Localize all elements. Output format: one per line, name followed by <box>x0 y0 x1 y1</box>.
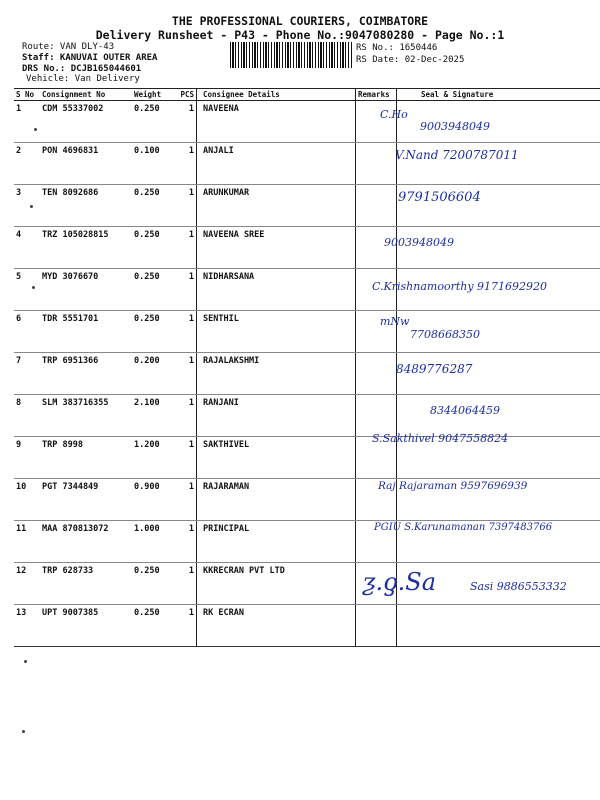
row-weight: 0.250 <box>132 563 178 605</box>
table-row <box>14 437 600 479</box>
row-consignment: TDR 5551701 <box>40 311 132 353</box>
runsheet-subtitle: Delivery Runsheet - P43 - Phone No.:9047080280 - Page No.:1 <box>95 28 505 42</box>
col-consignment: Consignment No <box>40 89 132 101</box>
row-remarks <box>356 353 397 395</box>
handwriting-1: 9003948049 <box>420 120 490 133</box>
row-sno: 2 <box>14 143 40 185</box>
row-pcs: 1 <box>178 521 197 563</box>
row-weight: 0.250 <box>132 605 178 647</box>
table-row <box>14 311 600 353</box>
row-pcs: 1 <box>178 143 197 185</box>
col-sno: S No <box>14 89 40 101</box>
row-consignee: NAVEENA SREE <box>197 227 356 269</box>
handwriting-3: 9791506604 <box>398 190 481 205</box>
row-weight: 0.250 <box>132 185 178 227</box>
row-consignment: TRP 628733 <box>40 563 132 605</box>
speck <box>30 205 33 208</box>
barcode <box>230 42 352 68</box>
row-weight: 0.250 <box>132 101 178 143</box>
col-pcs: PCS <box>178 89 197 101</box>
col-seal: Seal & Signature <box>397 89 600 101</box>
row-remarks <box>356 101 397 143</box>
row-weight: 2.100 <box>132 395 178 437</box>
row-weight: 1.200 <box>132 437 178 479</box>
table-row <box>14 605 600 647</box>
row-consignment: TRZ 105028815 <box>40 227 132 269</box>
row-sno: 6 <box>14 311 40 353</box>
speck <box>34 128 37 131</box>
rs-date: RS Date: 02-Dec-2025 <box>356 55 465 65</box>
signature-12: ƺ.ƍ.Sa <box>362 568 437 596</box>
row-consignee: ARUNKUMAR <box>197 185 356 227</box>
col-consignee: Consignee Details <box>197 89 356 101</box>
handwriting-8: 8344064459 <box>430 404 500 417</box>
row-sno: 3 <box>14 185 40 227</box>
row-weight: 0.250 <box>132 227 178 269</box>
table-row <box>14 101 600 143</box>
row-seal <box>397 605 600 647</box>
row-consignment: TRP 8998 <box>40 437 132 479</box>
row-consignment: TRP 6951366 <box>40 353 132 395</box>
row-consignee: RAJALAKSHMI <box>197 353 356 395</box>
staff-label: Staff: KANUVAI OUTER AREA <box>22 53 158 63</box>
row-consignment: UPT 9007385 <box>40 605 132 647</box>
row-consignee: PRINCIPAL <box>197 521 356 563</box>
row-consignment: CDM 55337002 <box>40 101 132 143</box>
row-pcs: 1 <box>178 437 197 479</box>
row-pcs: 1 <box>178 227 197 269</box>
row-weight: 0.200 <box>132 353 178 395</box>
row-remarks <box>356 185 397 227</box>
speck <box>22 730 25 733</box>
row-consignee: RANJANI <box>197 395 356 437</box>
handwriting-4: 9003948049 <box>384 236 454 249</box>
runsheet-table <box>14 88 600 647</box>
row-consignee: RK ECRAN <box>197 605 356 647</box>
row-remarks <box>356 395 397 437</box>
rs-number: RS No.: 1650446 <box>356 43 438 53</box>
row-consignee: KKRECRAN PVT LTD <box>197 563 356 605</box>
drs-number: DRS No.: DCJB165044601 <box>22 64 142 74</box>
row-weight: 0.900 <box>132 479 178 521</box>
handwriting-5: C.Krishnamoorthy 9171692920 <box>372 280 548 293</box>
row-weight: 0.250 <box>132 269 178 311</box>
row-consignee: NIDHARSANA <box>197 269 356 311</box>
vehicle-label: Vehicle: Van Delivery <box>26 74 140 84</box>
row-consignee: RAJARAMAN <box>197 479 356 521</box>
handwriting-13: Sasi 9886553332 <box>470 580 567 593</box>
speck <box>24 660 27 663</box>
row-sno: 4 <box>14 227 40 269</box>
table-header-row <box>14 89 600 101</box>
route-label: Route: VAN DLY-43 <box>22 42 115 52</box>
row-weight: 0.100 <box>132 143 178 185</box>
handwriting-7: 8489776287 <box>396 362 473 376</box>
col-remarks: Remarks <box>356 89 397 101</box>
table-row <box>14 353 600 395</box>
signature-1: C.Ho <box>380 108 408 121</box>
row-pcs: 1 <box>178 269 197 311</box>
row-sno: 1 <box>14 101 40 143</box>
row-consignee: SAKTHIVEL <box>197 437 356 479</box>
signature-6: mNw <box>380 315 410 328</box>
handwriting-9: S.Sakthivel 9047558824 <box>372 432 509 445</box>
row-consignment: SLM 383716355 <box>40 395 132 437</box>
handwriting-2: V.Nand 7200787011 <box>395 148 519 162</box>
row-weight: 1.000 <box>132 521 178 563</box>
row-sno: 8 <box>14 395 40 437</box>
row-pcs: 1 <box>178 353 197 395</box>
row-consignment: MYD 3076670 <box>40 269 132 311</box>
row-sno: 9 <box>14 437 40 479</box>
row-pcs: 1 <box>178 605 197 647</box>
speck <box>32 286 35 289</box>
row-sno: 7 <box>14 353 40 395</box>
row-remarks <box>356 143 397 185</box>
row-sno: 13 <box>14 605 40 647</box>
table-row <box>14 227 600 269</box>
row-consignee: NAVEENA <box>197 101 356 143</box>
row-pcs: 1 <box>178 395 197 437</box>
row-sno: 12 <box>14 563 40 605</box>
row-consignment: TEN 8092686 <box>40 185 132 227</box>
row-consignee: ANJALI <box>197 143 356 185</box>
company-title: THE PROFESSIONAL COURIERS, COIMBATORE <box>171 14 429 28</box>
row-consignment: MAA 870813072 <box>40 521 132 563</box>
row-pcs: 1 <box>178 311 197 353</box>
row-consignment: PON 4696831 <box>40 143 132 185</box>
handwriting-10: Raj Rajaraman 9597696939 <box>378 480 528 492</box>
row-pcs: 1 <box>178 563 197 605</box>
row-sno: 5 <box>14 269 40 311</box>
row-pcs: 1 <box>178 101 197 143</box>
row-consignment: PGT 7344849 <box>40 479 132 521</box>
row-weight: 0.250 <box>132 311 178 353</box>
row-pcs: 1 <box>178 185 197 227</box>
table-row <box>14 185 600 227</box>
row-consignee: SENTHIL <box>197 311 356 353</box>
table-row <box>14 395 600 437</box>
handwriting-11: PGIU S.Karunamanan 7397483766 <box>374 522 553 533</box>
row-sno: 10 <box>14 479 40 521</box>
handwriting-6: 7708668350 <box>410 328 480 341</box>
row-sno: 11 <box>14 521 40 563</box>
row-pcs: 1 <box>178 479 197 521</box>
col-weight: Weight <box>132 89 178 101</box>
row-remarks <box>356 605 397 647</box>
